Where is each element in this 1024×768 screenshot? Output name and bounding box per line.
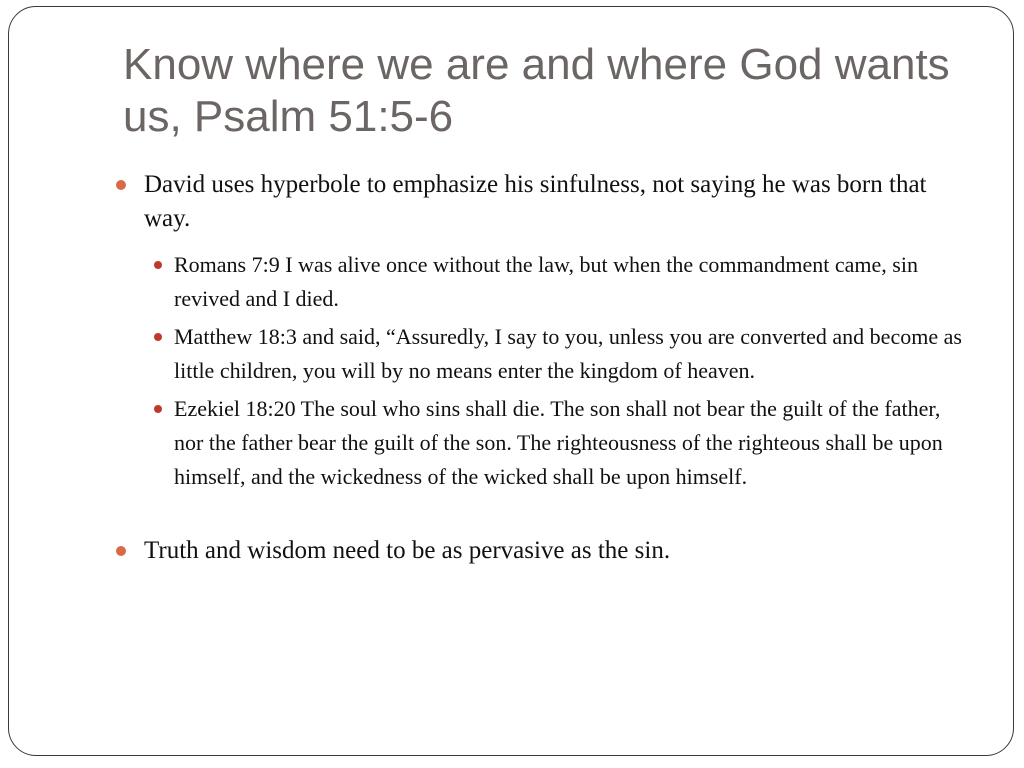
bullet-dot-icon [116,546,126,556]
sub-bullet-text: Ezekiel 18:20 The soul who sins shall die. The son shall not bear the guilt of the father, nor the father bear the guilt of the son. The righteousness of the righteous shall be upon himself, and the wickedness of the wicked shall be upon himself. [174,396,943,489]
sub-bullet-dot-icon [154,261,162,269]
bullet-text: Truth and wisdom need to be as pervasive as the sin. [144,537,671,564]
bullet-dot-icon [116,180,126,190]
sub-bullet-dot-icon [154,405,162,413]
sub-bullet-item [144,248,962,316]
bullet-item [112,168,962,236]
bullet-text: David uses hyperbole to emphasize his sinfulness, not saying he was born that way. [144,171,927,232]
slide-content [112,168,962,568]
slide-title: Know where we are and where God wants us, Psalm 51:5-6 [123,40,950,141]
spacer [112,498,962,534]
sub-bullet-item [144,320,962,388]
sub-bullet-text: Matthew 18:3 and said, “Assuredly, I say to you, unless you are converted and become as little children, you will by no means enter the kingdom of heaven. [174,324,962,383]
sub-bullet-dot-icon [154,333,162,341]
sub-bullet-list [112,248,962,494]
bullet-item [112,534,962,568]
sub-bullet-item [144,392,962,494]
sub-bullet-text: Romans 7:9 I was alive once without the law, but when the commandment came, sin revived and I died. [174,252,918,311]
